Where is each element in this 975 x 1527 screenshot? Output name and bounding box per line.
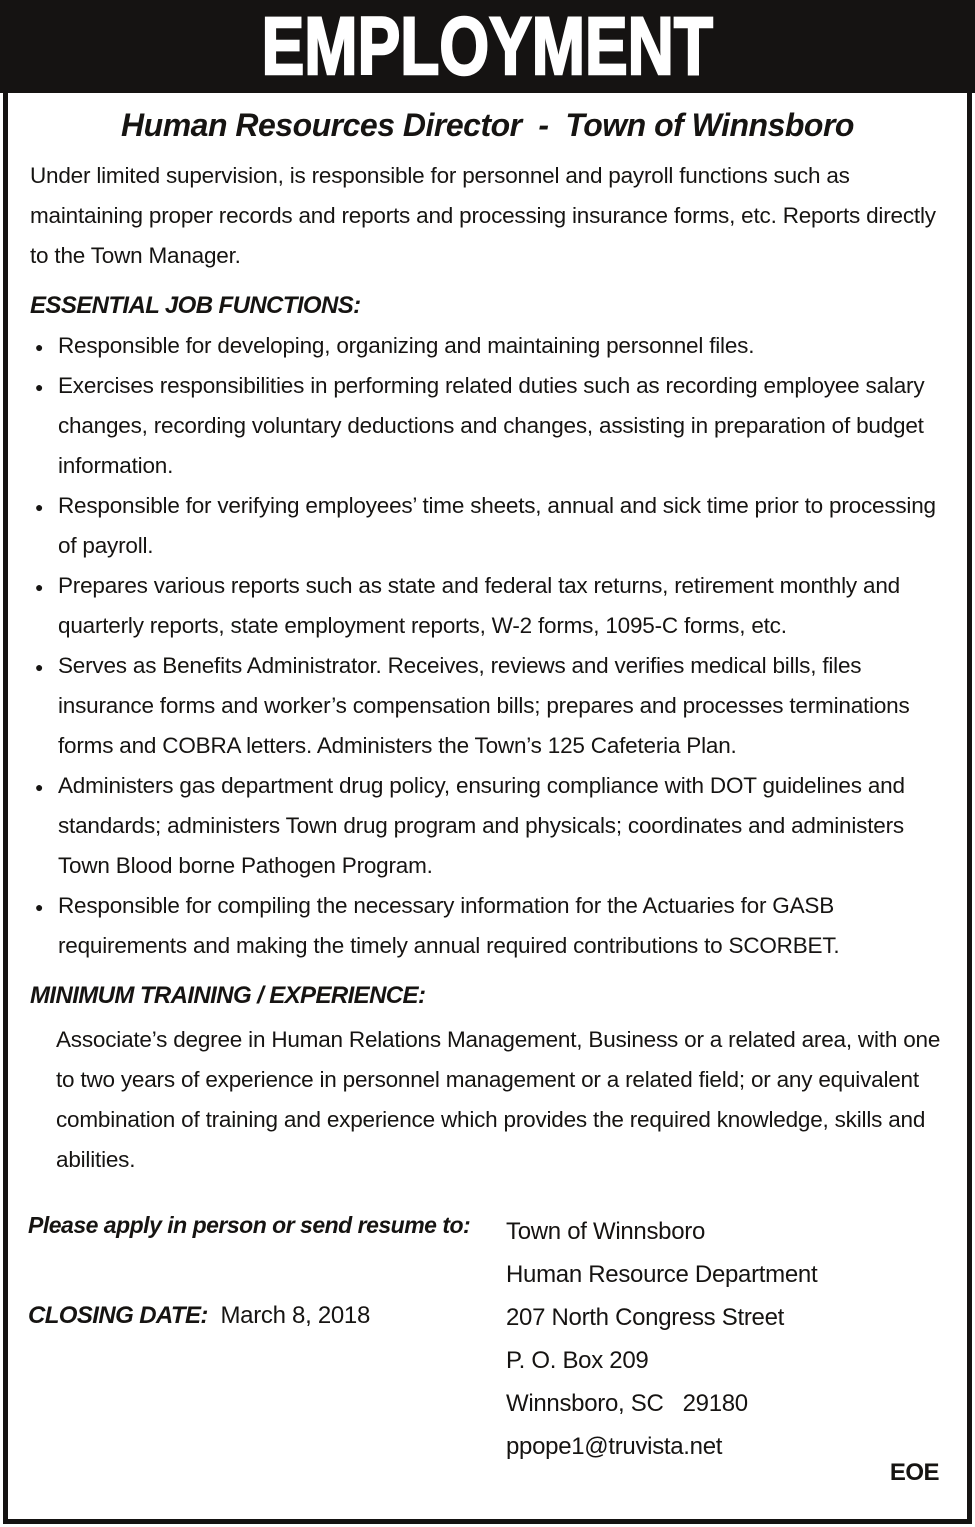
eoe-label: EOE xyxy=(889,1459,939,1486)
closing-date-label: CLOSING DATE: xyxy=(28,1302,208,1329)
apply-instructions-label: Please apply in person or send resume to: xyxy=(28,1212,471,1238)
address-line: 207 North Congress Street xyxy=(506,1304,784,1331)
address-line: Town of Winnsboro xyxy=(506,1218,705,1245)
minimum-training-heading: MINIMUM TRAINING / EXPERIENCE: xyxy=(30,982,426,1009)
banner-title: EMPLOYMENT xyxy=(261,1,714,92)
apply-column xyxy=(28,1210,506,1468)
ad-title: Human Resources Director - Town of Winnsboro xyxy=(121,107,854,143)
job-function-item: ● Responsible for developing, organizing and maintaining personnel files. xyxy=(30,326,947,366)
closing-date-line xyxy=(28,1302,506,1330)
essential-functions-list xyxy=(28,326,947,966)
job-function-item: ● Prepares various reports such as state and federal tax returns, retirement monthly and quarterly reports, state employment reports, W-2 forms, 1095-C forms, etc. xyxy=(30,566,947,646)
address-line: Human Resource Department xyxy=(506,1261,818,1288)
essential-functions-heading: ESSENTIAL JOB FUNCTIONS: xyxy=(30,292,361,319)
application-footer xyxy=(28,1210,947,1468)
job-function-item: ● Responsible for verifying employees’ time sheets, annual and sick time prior to processing of payroll. xyxy=(30,486,947,566)
address-line: P. O. Box 209 xyxy=(506,1347,649,1374)
intro-paragraph: Under limited supervision, is responsible for personnel and payroll functions such as maintaining proper records and reports and processing insurance forms, etc. Reports directly to the Town Manager. xyxy=(30,163,936,268)
employment-banner xyxy=(0,0,975,93)
minimum-training-body: Associate’s degree in Human Relations Management, Business or a related area, with one to two years of experience in personnel management or a related field; or any equivalent combination of training and experience which provides the required knowledge, skills and abilities. xyxy=(56,1027,941,1172)
closing-date-value: March 8, 2018 xyxy=(207,1302,371,1329)
job-function-item: ● Responsible for compiling the necessary information for the Actuaries for GASB requirements and making the timely annual required contributions to SCORBET. xyxy=(30,886,947,966)
job-function-item: ● Exercises responsibilities in performing related duties such as recording employee salary changes, recording voluntary deductions and changes, assisting in preparation of budget information. xyxy=(30,366,947,486)
ad-frame xyxy=(3,93,972,1524)
address-line: ppope1@truvista.net xyxy=(506,1433,723,1460)
job-function-item: ● Serves as Benefits Administrator. Receives, reviews and verifies medical bills, files insurance forms and worker’s compensation bills; prepares and processes terminations forms and COBRA letters. Administers the Town’s 125 Cafeteria Plan. xyxy=(30,646,947,766)
address-line: Winnsboro, SC 29180 xyxy=(506,1390,748,1417)
address-column xyxy=(506,1210,817,1468)
job-function-item: ● Administers gas department drug policy, ensuring compliance with DOT guidelines and standards; administers Town drug program and physicals; coordinates and administers Town Blood borne Pathogen Program. xyxy=(30,766,947,886)
